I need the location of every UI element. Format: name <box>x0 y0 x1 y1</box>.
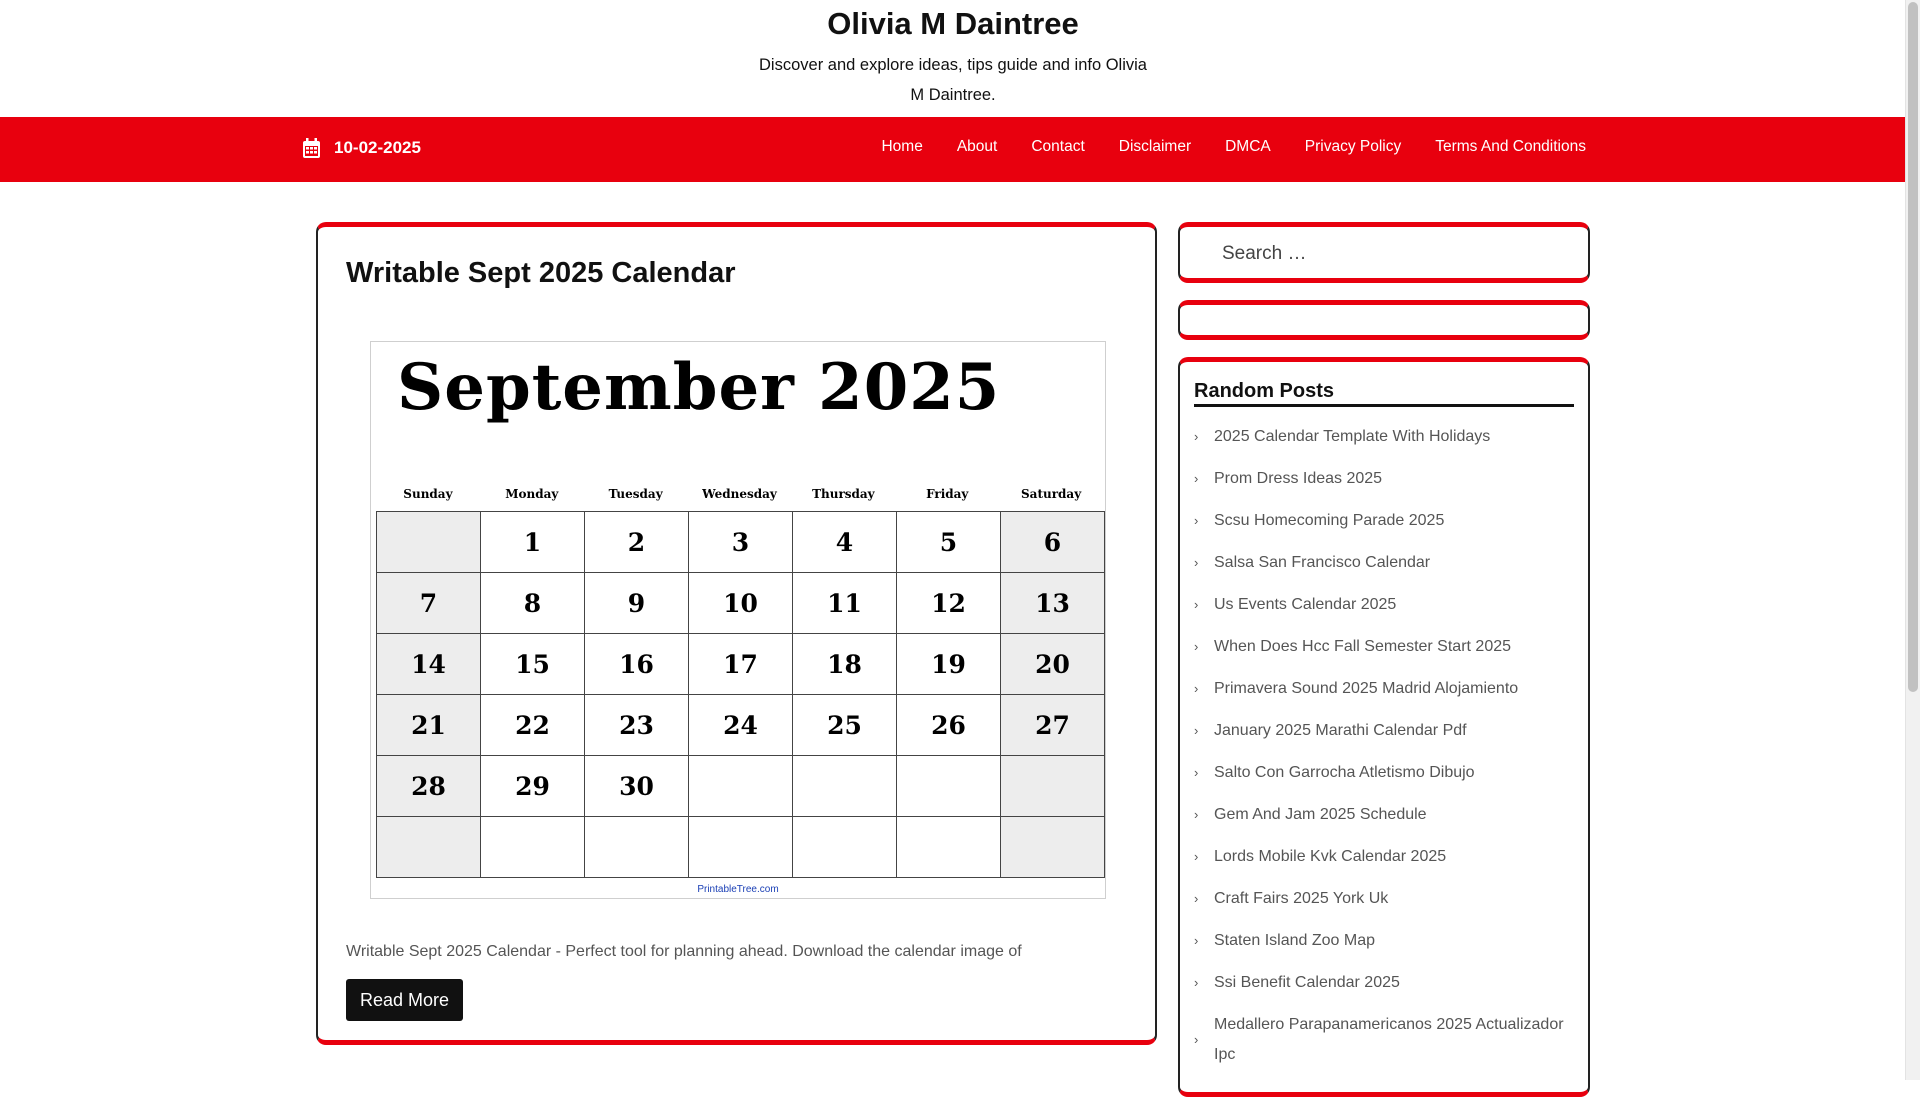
calendar-day-cell: 25 <box>793 695 897 756</box>
calendar-icon <box>303 138 320 158</box>
calendar-day-cell: 4 <box>793 512 897 573</box>
post-title[interactable]: Writable Sept 2025 Calendar <box>346 257 736 289</box>
calendar-day-cell <box>377 817 481 878</box>
calendar-day-cell <box>1001 756 1105 817</box>
calendar-day-cell: 17 <box>689 634 793 695</box>
site-title[interactable]: Olivia M Daintree <box>827 6 1079 41</box>
calendar-day-cell: 19 <box>897 634 1001 695</box>
calendar-day-cell: 29 <box>481 756 585 817</box>
calendar-day-cell: 23 <box>585 695 689 756</box>
calendar-day-cell: 3 <box>689 512 793 573</box>
page-scrollbar[interactable] <box>1905 0 1920 1080</box>
calendar-day-cell: 13 <box>1001 573 1105 634</box>
nav-item-home[interactable]: Home <box>881 138 923 155</box>
nav-item-disclaimer[interactable]: Disclaimer <box>1118 138 1192 155</box>
chevron-right-icon: › <box>1194 807 1199 822</box>
calendar-day-cell: 21 <box>377 695 481 756</box>
list-item[interactable] <box>1194 842 1579 872</box>
calendar-day-cell: 22 <box>481 695 585 756</box>
nav-item-about[interactable]: About <box>956 138 998 155</box>
day-name: Saturday <box>1021 487 1082 501</box>
calendar-day-cell: 10 <box>689 573 793 634</box>
list-item[interactable] <box>1194 590 1579 620</box>
calendar-day-cell: 9 <box>585 573 689 634</box>
calendar-day-cell <box>377 512 481 573</box>
list-item[interactable] <box>1194 758 1579 788</box>
calendar-week-row <box>377 573 1105 634</box>
post-link-text[interactable]: Salsa San Francisco Calendar <box>1214 554 1431 571</box>
calendar-image[interactable] <box>370 341 1106 899</box>
calendar-day-cell: 8 <box>481 573 585 634</box>
calendar-day-cell: 2 <box>585 512 689 573</box>
list-item[interactable] <box>1194 968 1579 998</box>
calendar-day-cell <box>793 756 897 817</box>
calendar-week-row <box>377 756 1105 817</box>
calendar-credit: PrintableTree.com <box>697 884 779 895</box>
post-link-text[interactable]: When Does Hcc Fall Semester Start 2025 <box>1214 638 1512 655</box>
empty-widget <box>1178 300 1590 340</box>
chevron-right-icon: › <box>1194 597 1199 612</box>
calendar-day-cell: 12 <box>897 573 1001 634</box>
chevron-right-icon: › <box>1194 1032 1199 1047</box>
calendar-day-cell: 11 <box>793 573 897 634</box>
post-link-text[interactable]: Scsu Homecoming Parade 2025 <box>1214 512 1445 529</box>
chevron-right-icon: › <box>1194 681 1199 696</box>
calendar-day-cell <box>897 756 1001 817</box>
calendar-day-cell <box>689 817 793 878</box>
search-widget <box>1178 222 1590 283</box>
list-item[interactable] <box>1194 632 1579 662</box>
list-item[interactable] <box>1194 1010 1579 1070</box>
chevron-right-icon: › <box>1194 513 1199 528</box>
calendar-day-cell: 7 <box>377 573 481 634</box>
post-link-text[interactable]: Craft Fairs 2025 York Uk <box>1214 890 1389 907</box>
calendar-day-cell: 24 <box>689 695 793 756</box>
post-link-text[interactable]: Salto Con Garrocha Atletismo Dibujo <box>1214 764 1475 781</box>
chevron-right-icon: › <box>1194 723 1199 738</box>
list-item[interactable] <box>1194 926 1579 956</box>
calendar-week-row <box>377 512 1105 573</box>
post-link-text[interactable]: Staten Island Zoo Map <box>1214 932 1375 949</box>
chevron-right-icon: › <box>1194 933 1199 948</box>
nav-item-contact[interactable]: Contact <box>1031 138 1085 155</box>
chevron-right-icon: › <box>1194 975 1199 990</box>
random-posts-title: Random Posts <box>1194 380 1574 407</box>
post-link-text[interactable]: January 2025 Marathi Calendar Pdf <box>1214 722 1467 739</box>
day-name: Wednesday <box>702 487 777 501</box>
list-item[interactable] <box>1194 548 1579 578</box>
site-description: Discover and explore ideas, tips guide and info Olivia M Daintree. <box>759 56 1147 104</box>
current-date: 10-02-2025 <box>334 138 421 157</box>
chevron-right-icon: › <box>1194 765 1199 780</box>
calendar-day-cell: 30 <box>585 756 689 817</box>
nav-menu <box>847 138 1586 156</box>
search-input[interactable] <box>1220 239 1560 269</box>
calendar-day-cell: 28 <box>377 756 481 817</box>
calendar-day-cell: 20 <box>1001 634 1105 695</box>
random-posts-list <box>1194 422 1579 1082</box>
list-item[interactable] <box>1194 716 1579 746</box>
chevron-right-icon: › <box>1194 891 1199 906</box>
post-link-text[interactable]: Gem And Jam 2025 Schedule <box>1214 806 1427 823</box>
chevron-right-icon: › <box>1194 555 1199 570</box>
list-item[interactable] <box>1194 800 1579 830</box>
chevron-right-icon: › <box>1194 849 1199 864</box>
list-item[interactable] <box>1194 422 1579 452</box>
nav-item-privacy-policy[interactable]: Privacy Policy <box>1304 138 1402 155</box>
date-display <box>303 138 421 158</box>
calendar-day-cell: 15 <box>481 634 585 695</box>
calendar-day-names <box>376 487 1103 501</box>
navigation-bar <box>0 117 1906 182</box>
calendar-day-cell: 26 <box>897 695 1001 756</box>
list-item[interactable] <box>1194 506 1579 536</box>
calendar-day-cell <box>481 817 585 878</box>
post-link-text[interactable]: Ssi Benefit Calendar 2025 <box>1214 974 1400 991</box>
post-link-text[interactable]: 2025 Calendar Template With Holidays <box>1214 428 1491 445</box>
calendar-day-cell <box>585 817 689 878</box>
nav-item-dmca[interactable]: DMCA <box>1225 138 1271 155</box>
post-link-text[interactable]: Prom Dress Ideas 2025 <box>1214 470 1383 487</box>
post-link-text[interactable]: Medallero Parapanamericanos 2025 Actualizador Ipc <box>1214 1016 1564 1063</box>
calendar-week-row <box>377 695 1105 756</box>
chevron-right-icon: › <box>1194 471 1199 486</box>
post-link-text[interactable]: Lords Mobile Kvk Calendar 2025 <box>1214 848 1447 865</box>
calendar-day-cell <box>1001 817 1105 878</box>
calendar-day-cell: 5 <box>897 512 1001 573</box>
post-card <box>316 222 1157 1045</box>
post-excerpt: Writable Sept 2025 Calendar - Perfect tool for planning ahead. Download the calendar image of <box>346 943 1022 960</box>
calendar-day-cell: 18 <box>793 634 897 695</box>
random-posts-widget <box>1178 357 1590 1097</box>
calendar-day-cell <box>793 817 897 878</box>
calendar-day-cell: 14 <box>377 634 481 695</box>
chevron-right-icon: › <box>1194 639 1199 654</box>
nav-item-terms-and-conditions[interactable]: Terms And Conditions <box>1435 138 1586 155</box>
day-name: Friday <box>926 487 969 501</box>
calendar-grid <box>376 511 1105 878</box>
calendar-day-cell: 16 <box>585 634 689 695</box>
calendar-day-cell: 27 <box>1001 695 1105 756</box>
post-link-text[interactable]: Us Events Calendar 2025 <box>1214 596 1397 613</box>
read-more-button[interactable]: Read More <box>346 979 463 1021</box>
calendar-day-cell <box>689 756 793 817</box>
list-item[interactable] <box>1194 464 1579 494</box>
calendar-month-title: September 2025 <box>397 350 1001 425</box>
calendar-week-row <box>377 817 1105 878</box>
post-link-text[interactable]: Primavera Sound 2025 Madrid Alojamiento <box>1214 680 1519 697</box>
day-name: Tuesday <box>608 487 663 501</box>
day-name: Thursday <box>812 487 875 501</box>
list-item[interactable] <box>1194 884 1579 914</box>
calendar-day-cell <box>897 817 1001 878</box>
calendar-day-cell: 1 <box>481 512 585 573</box>
chevron-right-icon: › <box>1194 429 1199 444</box>
day-name: Sunday <box>403 487 453 501</box>
calendar-day-cell: 6 <box>1001 512 1105 573</box>
list-item[interactable] <box>1194 674 1579 704</box>
day-name: Monday <box>505 487 559 501</box>
scrollbar-thumb[interactable] <box>1908 2 1918 692</box>
site-header <box>0 0 1906 117</box>
calendar-week-row <box>377 634 1105 695</box>
